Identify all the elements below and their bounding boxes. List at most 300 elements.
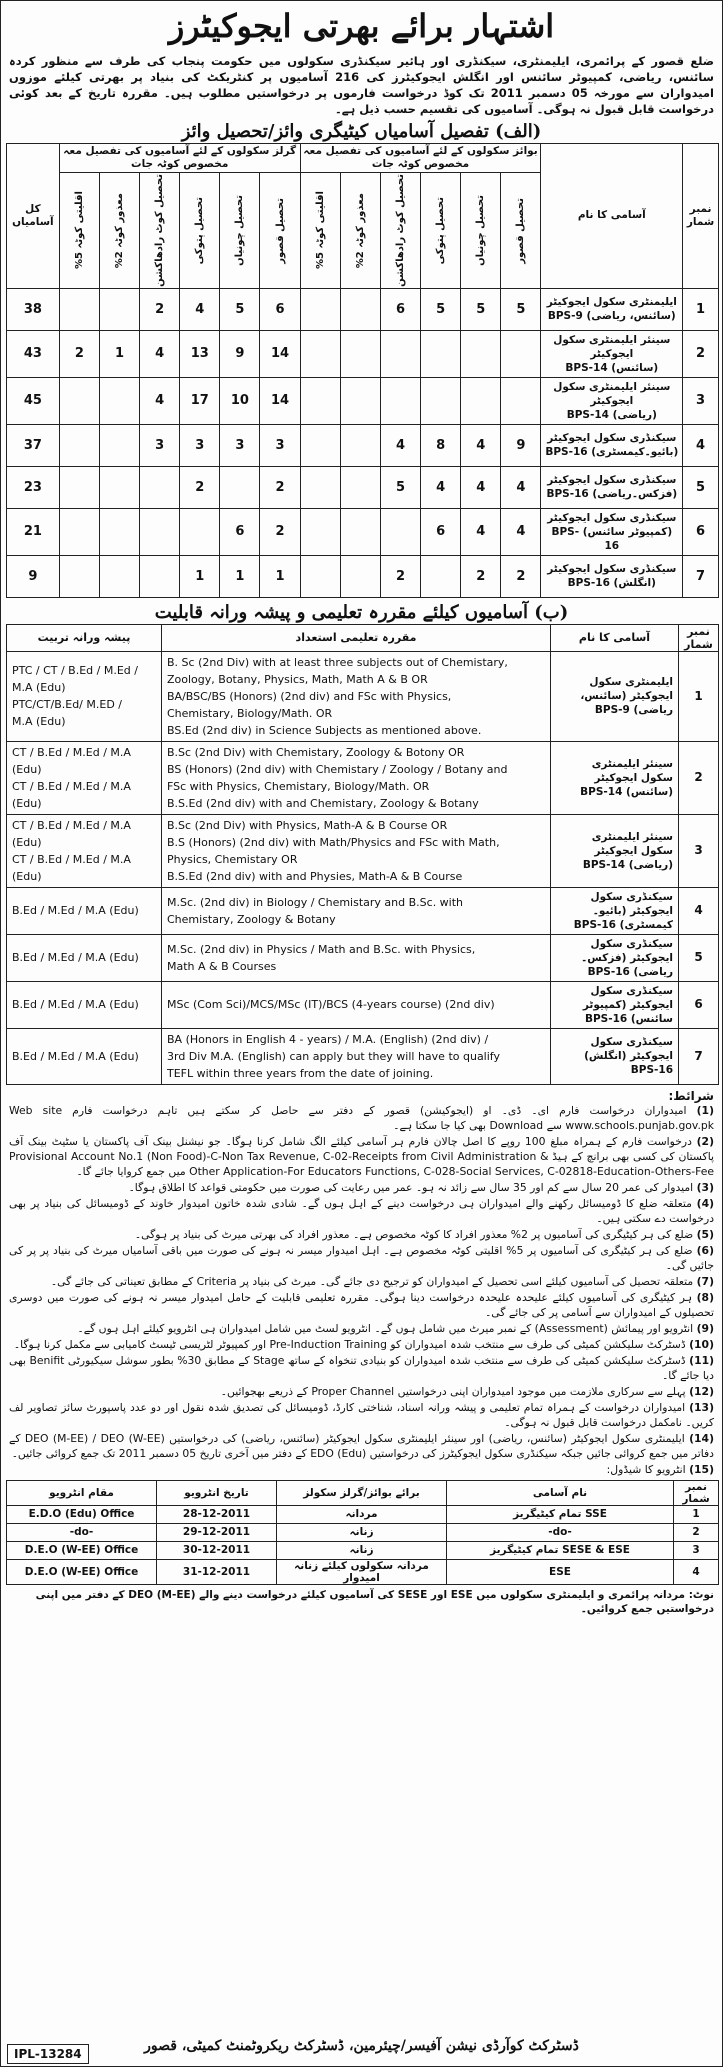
t3-header-date: تاریخ انٹرویو: [157, 1480, 277, 1505]
t1-cell-boys: [380, 508, 420, 555]
t1-subheader-label: معذور کوٹہ 2%: [113, 192, 125, 269]
t1-cell-boys: [340, 508, 380, 555]
condition-text: متعلقہ تحصیل کی آسامیوں کیلئے اسی تحصیل کے امیدواران کو ترجیح دی جائے گی۔ میرٹ کی بنیاد پر Criteria کے مطابق تعیناتی کی جائے گی۔: [50, 1274, 694, 1288]
t1-cell-boys: [421, 330, 461, 377]
t1-cell-post: [541, 555, 683, 597]
condition-number: (6): [696, 1243, 714, 1257]
t1-cell-girls: [220, 466, 260, 508]
t1-cell-girls: 4: [140, 377, 180, 424]
t1-cell-boys: [340, 288, 380, 330]
t3-cell-date: 31-12-2011: [157, 1559, 277, 1584]
t2-cell-post: سیکنڈری سکول ایجوکیٹر (بائیو۔کیمسٹری) BPS-16: [551, 887, 679, 934]
t3-cell-sr: 3: [674, 1541, 719, 1559]
section-b-heading: (ب) آسامیوں کیلئے مقررہ تعلیمی و پیشہ ورانہ قابلیت: [154, 601, 569, 623]
t1-cell-total: 21: [7, 508, 60, 555]
t1-subheader-label: اقلیتی کوٹہ 5%: [73, 191, 85, 270]
t1-cell-boys: [501, 377, 541, 424]
t2-prof-line: B.Ed / M.Ed / M.A (Edu): [12, 1049, 139, 1063]
t2-edu-line: Zoology, Botany, Physics, Math, Math A & B OR: [167, 672, 428, 686]
t1-cell-total: 43: [7, 330, 60, 377]
t1-subheader-label: اقلیتی کوٹہ 5%: [314, 191, 326, 270]
t1-subheader-girls-1: [220, 173, 260, 289]
t1-cell-girls: [99, 288, 139, 330]
t3-header-sr: نمبر شمار: [674, 1480, 719, 1505]
t1-post-line: سیکنڈری سکول ایجوکیٹر: [547, 474, 677, 487]
t1-cell-total: 37: [7, 424, 60, 466]
t3-cell-type: مردانہ: [277, 1505, 447, 1523]
intro-paragraph: ضلع قصور کے پرائمری، ایلیمنٹری، سیکنڈری اور ہائیر سیکنڈری سکولوں میں حکومت پنجاب کی طرف سے منظور کردہ سائنس، ریاضی، کمپیوٹر سائنس اور انگلش ایجوکیٹرز کی 216 آسامیوں پر کنٹریکٹ کی بنیاد پر بھرتی کیلئے موزوں امیدواران سے مورخہ 05 دسمبر 2011 تک کوڈ درخواست فارموں پر درخواستیں مطلوب ہیں۔ مقررہ تاریخ کے بعد کوئی درخواست قابل قبول نہ ہوگی۔ آسامیوں کی تقسیم حسب ذیل ہے۔: [9, 54, 714, 116]
t2-edu-line: B.S.Ed (2nd div) with and Chemistary, Zoology & Botany: [167, 796, 479, 810]
t1-header-girls: گرلز سکولوں کے لئے آسامیوں کی تفصیل معہ مخصوص کوٹہ جات: [59, 144, 300, 173]
condition-text: امیدواران درخواست فارم ای۔ ڈی۔ او (ایجوکیشن) قصور کے دفتر سے حاصل کر سکتے ہیں تاہم درخواست فارم Web site www.schools.punjab.gov.pk سے Download بھی کیا جا سکتا ہے۔: [9, 1103, 714, 1132]
condition-item: [9, 1400, 714, 1430]
t2-prof-line: CT / B.Ed / M.Ed / M.A (Edu): [12, 745, 131, 776]
t1-cell-boys: [380, 330, 420, 377]
conditions-heading: شرائط:: [668, 1088, 714, 1103]
t2-cell-prof: [7, 981, 162, 1028]
t3-header-post: نام آسامی: [447, 1480, 674, 1505]
t1-cell-boys: [461, 377, 501, 424]
ipl-number: IPL-13284: [7, 2044, 89, 2064]
t1-cell-boys: [421, 555, 461, 597]
t1-subheader-label: تحصیل پتوکی: [194, 196, 206, 265]
table-row: [7, 1505, 719, 1523]
t1-cell-boys: 5: [501, 288, 541, 330]
condition-text: درخواست فارم کے ہمراہ مبلغ 100 روپے کا اصل چالان فارم ہر آسامی کیلئے الگ شامل کرنا ہوگا۔ جو نیشنل بینک آف پاکستان یا سٹیٹ بینک آف پاکستان کی کسی بھی برانچ کے ہیڈ Provisional Account No.1 (Non Food)-C-Non Tax Revenue, C-02-Receipts from Civil Administration & Other Application-For Educators Functions, C-028-Social Services, C-02818-Education-Others-Fee میں جمع کروایا جائے گا۔: [9, 1134, 714, 1178]
condition-number: (12): [689, 1384, 714, 1398]
condition-item: [9, 1180, 714, 1195]
t2-prof-line: PTC / CT / B.Ed / M.Ed /: [12, 664, 138, 678]
t2-prof-line: PTC/CT/B.Ed/ M.ED /: [12, 698, 122, 712]
t2-edu-line: 3rd Div M.A. (English) can apply but they will have to qualify: [167, 1049, 500, 1063]
t2-edu-line: Chemistary, Biology/Math. OR: [167, 706, 333, 720]
t2-prof-line: CT / B.Ed / M.Ed / M.A (Edu): [12, 779, 131, 810]
condition-text: امیدواران درخواست کے ہمراہ تمام تعلیمی و پیشہ ورانہ اسناد، شناختی کارڈ، ڈومیسائل کی تصدیق شدہ نقول اور دو عدد پاسپورٹ سائز تصاویر لف کریں۔ نامکمل درخواست قابل قبول نہ ہوگی۔: [9, 1400, 714, 1429]
table-row: [7, 1523, 719, 1541]
t2-prof-line: M.A (Edu): [12, 715, 66, 729]
section-a-heading: (الف) تفصیل آسامیاں کیٹیگری وائز/تحصیل وائز: [181, 121, 542, 142]
table-row: [7, 981, 719, 1028]
table-row: [7, 887, 719, 934]
t2-cell-edu: [162, 741, 551, 814]
condition-text: انٹرویو اور پیمائش (Assessment) کے نمبر میرٹ میں شامل ہوں گے۔ انٹرویو لسٹ میں شامل امیدواران ہی انٹرویو کیلئے اہل ہوں گے۔: [77, 1321, 694, 1335]
t2-cell-post: سیکنڈری سکول ایجوکیٹر (فزکس۔ریاضی) BPS-16: [551, 934, 679, 981]
condition-text: ڈسٹرکٹ سلیکشن کمیٹی کی طرف سے منتخب شدہ امیدواران کو Pre-Induction Training اور کمپیوٹر لٹریسی ٹیسٹ کامیابی سے مکمل کرنا ہوگا۔: [13, 1337, 686, 1351]
t1-cell-girls: 6: [260, 288, 300, 330]
t1-cell-girls: 4: [140, 330, 180, 377]
t3-cell-type: مردانہ سکولوں کیلئے زنانہ امیدوار: [277, 1559, 447, 1584]
t2-edu-line: FSc with Physics, Chemistary, Biology/Math. OR: [167, 779, 430, 793]
t1-cell-total: 23: [7, 466, 60, 508]
t1-cell-post: [541, 466, 683, 508]
t1-cell-girls: 1: [180, 555, 220, 597]
t2-cell-post: سیکنڈری سکول ایجوکیٹر (انگلش) BPS-16: [551, 1028, 679, 1084]
t1-cell-girls: 2: [140, 288, 180, 330]
t2-edu-line: BS (Honors) (2nd div) with Chemistary / Zoology / Botany and: [167, 762, 508, 776]
t1-subheader-label: تحصیل پتوکی: [435, 196, 447, 265]
t1-cell-total: 9: [7, 555, 60, 597]
t2-edu-line: B.Sc (2nd Div) with Chemistary, Zoology & Botony OR: [167, 745, 465, 759]
t2-cell-sr: 4: [679, 887, 719, 934]
table-row: [7, 330, 719, 377]
t1-cell-boys: 4: [461, 508, 501, 555]
t2-cell-prof: [7, 1028, 162, 1084]
t1-header-sr: نمبر شمار: [683, 144, 719, 289]
t2-cell-sr: 5: [679, 934, 719, 981]
t1-cell-girls: 2: [260, 466, 300, 508]
posts-distribution-table: [6, 143, 719, 598]
t1-cell-post: [541, 330, 683, 377]
t2-header-edu: مقررہ تعلیمی استعداد: [162, 624, 551, 651]
condition-text: پہلے سے سرکاری ملازمت میں موجود امیدواران اپنی درخواستیں Proper Channel کے ذریعے بھجوائیں۔: [220, 1384, 686, 1398]
t3-cell-type: زنانہ: [277, 1523, 447, 1541]
t3-cell-date: 29-12-2011: [157, 1523, 277, 1541]
t2-cell-edu: [162, 981, 551, 1028]
t2-cell-sr: 3: [679, 814, 719, 887]
t1-cell-girls: 14: [260, 377, 300, 424]
t1-subheader-girls-0: [260, 173, 300, 289]
t3-cell-sr: 4: [674, 1559, 719, 1584]
t2-prof-line: B.Ed / M.Ed / M.A (Edu): [12, 904, 139, 918]
t1-cell-girls: 4: [180, 288, 220, 330]
t2-cell-sr: 7: [679, 1028, 719, 1084]
t1-cell-post: [541, 508, 683, 555]
t2-cell-prof: [7, 934, 162, 981]
condition-number: (10): [689, 1337, 714, 1351]
condition-number: (13): [689, 1400, 715, 1414]
condition-text: ڈسٹرکٹ سلیکشن کمیٹی کی طرف سے منتخب شدہ امیدواران کو بنیادی تنخواہ کے ساتھ Stage کے مطابق 30% بطور سوشل سیکیورٹی Benifit بھی دیا جائے گا۔: [9, 1353, 714, 1382]
t1-subheader-label: تحصیل قصور: [274, 197, 286, 264]
t1-cell-boys: [300, 330, 340, 377]
t1-cell-girls: 2: [59, 330, 99, 377]
condition-number: (5): [696, 1227, 714, 1241]
t1-subheader-boys-2: [421, 173, 461, 289]
t1-cell-girls: 13: [180, 330, 220, 377]
t1-cell-girls: 1: [260, 555, 300, 597]
t1-cell-girls: 1: [220, 555, 260, 597]
condition-text: انٹرویو کا شیڈول:: [606, 1462, 686, 1476]
t1-cell-sr: 6: [683, 508, 719, 555]
condition-item: [9, 1321, 714, 1336]
table-row: [7, 1559, 719, 1584]
condition-text: متعلقہ ضلع کا ڈومیسائل رکھنے والے امیدواران ہی درخواست دینے کے اہل ہوں گے۔ شادی شدہ خاتون امیدوار خاوند کے ڈومیسائل کی بنیاد پر بھی درخواست دے سکتی ہیں۔: [9, 1196, 714, 1225]
condition-item: [9, 1431, 714, 1461]
footer-signature: ڈسٹرکٹ کوآرڈی نیشن آفیسر/چیئرمین، ڈسٹرکٹ ریکروٹمنٹ کمیٹی، قصور: [144, 2038, 579, 2054]
t2-edu-line: B.S.Ed (2nd div) with and Physies, Math-A & B Course: [167, 869, 463, 883]
t3-cell-place: -do-: [7, 1523, 157, 1541]
t1-cell-boys: 4: [461, 466, 501, 508]
t2-edu-line: M.Sc. (2nd div) in Biology / Chemistary and B.Sc. with: [167, 895, 464, 909]
t1-cell-boys: [340, 555, 380, 597]
t1-cell-boys: [300, 555, 340, 597]
t1-cell-boys: [300, 377, 340, 424]
t2-edu-line: BS.Ed (2nd div) in Science Subjects as mentioned above.: [167, 723, 482, 737]
table-row: [7, 934, 719, 981]
condition-item: [9, 1196, 714, 1226]
t1-cell-girls: 3: [260, 424, 300, 466]
t1-post-line: سینئر ایلیمنٹری سکول ایجوکیٹر: [553, 333, 671, 360]
t3-cell-sr: 1: [674, 1505, 719, 1523]
t3-cell-post: SESE & ESE تمام کیٹیگریز: [447, 1541, 674, 1559]
t2-edu-line: Math A & B Courses: [167, 959, 277, 973]
table-row: [7, 288, 719, 330]
t1-cell-boys: [340, 330, 380, 377]
t1-subheader-boys-5: [300, 173, 340, 289]
t2-edu-line: B. Sc (2nd Div) with at least three subjects out of Chemistary,: [167, 655, 508, 669]
t2-header-sr: نمبر شمار: [679, 624, 719, 651]
table-row: [7, 651, 719, 741]
t1-cell-girls: 17: [180, 377, 220, 424]
t1-post-line: سینئر ایلیمنٹری سکول ایجوکیٹر: [553, 380, 671, 407]
table-row: [7, 555, 719, 597]
t1-cell-girls: [140, 508, 180, 555]
t1-cell-girls: 3: [140, 424, 180, 466]
table-row: [7, 814, 719, 887]
t2-edu-line: Physics, Chemistary OR: [167, 852, 298, 866]
t1-cell-girls: 9: [220, 330, 260, 377]
t2-cell-edu: [162, 651, 551, 741]
t1-subheader-label: معذور کوٹہ 2%: [354, 192, 366, 269]
condition-number: (2): [696, 1134, 714, 1148]
t1-cell-girls: [99, 377, 139, 424]
conditions-list: [1, 1103, 722, 1477]
condition-item: [9, 1384, 714, 1399]
condition-item: [9, 1462, 714, 1477]
t2-edu-line: Chemistary, Zoology & Botany: [167, 912, 336, 926]
condition-text: امیدوار کی عمر 20 سال سے کم اور 35 سال سے زائد نہ ہو۔ عمر میں رعایت کی صورت میں حکومتی قواعد کا اطلاق ہوگا۔: [128, 1180, 694, 1194]
t2-cell-sr: 1: [679, 651, 719, 741]
condition-number: (9): [696, 1321, 714, 1335]
t2-edu-line: TEFL within three years from the date of joining.: [167, 1066, 434, 1080]
t2-cell-sr: 6: [679, 981, 719, 1028]
t1-cell-post: [541, 288, 683, 330]
t1-post-line: سیکنڈری سکول ایجوکیٹر: [547, 511, 677, 524]
t1-cell-boys: 4: [501, 508, 541, 555]
t1-header-post: آسامی کا نام: [541, 144, 683, 289]
t3-cell-post: -do-: [447, 1523, 674, 1541]
interview-schedule-table: [6, 1480, 719, 1585]
condition-text: ضلع کی ہر کیٹیگری کی آسامیوں پر 5% اقلیتی کوٹہ مخصوص ہے۔ اہل امیدوار میسر نہ ہونے کی صورت میں باقی آسامیاں میرٹ کی بنیاد پر پر کی جائیں گی۔: [9, 1243, 714, 1272]
condition-number: (8): [696, 1290, 714, 1304]
t1-subheader-girls-5: [59, 173, 99, 289]
table-row: [7, 1541, 719, 1559]
t1-cell-girls: [59, 466, 99, 508]
t1-post-line: سیکنڈری سکول ایجوکیٹر: [547, 563, 677, 576]
t2-cell-edu: [162, 934, 551, 981]
t1-cell-girls: [180, 508, 220, 555]
qualification-table: [6, 624, 719, 1085]
t1-cell-girls: [59, 555, 99, 597]
t1-cell-boys: 2: [380, 555, 420, 597]
table-row: [7, 741, 719, 814]
t1-cell-boys: 5: [380, 466, 420, 508]
t1-cell-total: 38: [7, 288, 60, 330]
t1-cell-boys: [380, 377, 420, 424]
t1-header-total: کل آسامیاں: [7, 144, 60, 289]
t1-cell-boys: [421, 377, 461, 424]
t1-cell-girls: [59, 424, 99, 466]
condition-number: (4): [696, 1196, 715, 1210]
t1-cell-girls: [99, 424, 139, 466]
page-title: اشتہار برائے بھرتی ایجوکیٹرز: [168, 7, 555, 45]
t2-prof-line: B.Ed / M.Ed / M.A (Edu): [12, 951, 139, 965]
table-row: [7, 424, 719, 466]
t2-cell-prof: [7, 651, 162, 741]
t2-prof-line: CT / B.Ed / M.Ed / M.A (Edu): [12, 852, 131, 883]
condition-text: ایلیمنٹری سکول ایجوکیٹر (سائنس، ریاضی) اور سینئر ایلیمنٹری سکول ایجوکیٹر (سائنس، ریاضی) کی درخواستیں DEO (M-EE) / DEO (W-EE) کے دفاتر میں جمع کروائی جائیں جبکہ سیکنڈری سکول ایجوکیٹرز کی درخواستیں EDO (Edu) کے دفتر میں آخری تاریخ 05 دسمبر 2011 تک جمع کروائی جائیں۔: [9, 1431, 714, 1460]
t1-cell-girls: 3: [180, 424, 220, 466]
condition-text: ہر کیٹیگری کی آسامیوں کیلئے علیحدہ علیحدہ درخواست دینا ہوگی۔ مقررہ تعلیمی قابلیت کے حامل امیدوار میسر نہ ہونے کی صورت میں دوسری تحصیلوں کے امیدواران سے آسامی پر کی جائے گی۔: [9, 1290, 714, 1319]
t1-post-line: (ریاضی) BPS-14: [566, 408, 657, 421]
t2-cell-post: سینئر ایلیمنٹری سکول ایجوکیٹر (سائنس) BPS-14: [551, 741, 679, 814]
condition-number: (7): [696, 1274, 714, 1288]
t1-cell-boys: 2: [501, 555, 541, 597]
t1-cell-girls: [99, 466, 139, 508]
condition-item: [9, 1290, 714, 1320]
t3-cell-date: 28-12-2011: [157, 1505, 277, 1523]
condition-number: (14): [689, 1431, 714, 1445]
t1-cell-boys: 6: [380, 288, 420, 330]
t1-cell-total: 45: [7, 377, 60, 424]
t1-cell-boys: 4: [380, 424, 420, 466]
t3-header-type: برائے بوائز/گرلز سکولز: [277, 1480, 447, 1505]
t1-cell-boys: 9: [501, 424, 541, 466]
t2-cell-post: ایلیمنٹری سکول ایجوکیٹر (سائنس، ریاضی) BPS-9: [551, 651, 679, 741]
t1-cell-girls: [59, 288, 99, 330]
t1-cell-girls: 14: [260, 330, 300, 377]
t1-cell-boys: [501, 330, 541, 377]
t1-cell-sr: 2: [683, 330, 719, 377]
t1-subheader-boys-0: [501, 173, 541, 289]
condition-item: [9, 1227, 714, 1242]
t1-cell-boys: 4: [501, 466, 541, 508]
t1-subheader-girls-2: [180, 173, 220, 289]
t2-prof-line: B.Ed / M.Ed / M.A (Edu): [12, 998, 139, 1012]
t2-cell-sr: 2: [679, 741, 719, 814]
t1-cell-girls: 6: [220, 508, 260, 555]
t1-subheader-label: تحصیل کوٹ رادھاکشن: [154, 174, 166, 287]
t2-cell-prof: [7, 887, 162, 934]
condition-number: (15): [689, 1462, 714, 1476]
t1-subheader-label: تحصیل چونیاں: [234, 195, 246, 266]
t1-subheader-boys-1: [461, 173, 501, 289]
t1-cell-sr: 1: [683, 288, 719, 330]
condition-item: [9, 1353, 714, 1383]
t1-cell-boys: 4: [421, 466, 461, 508]
t1-cell-boys: [461, 330, 501, 377]
table-row: [7, 377, 719, 424]
t2-cell-edu: [162, 887, 551, 934]
t3-header-place: مقام انٹرویو: [7, 1480, 157, 1505]
t1-subheader-label: تحصیل قصور: [515, 197, 527, 264]
t1-post-line: (انگلش) BPS-16: [567, 577, 656, 590]
t1-post-line: (سائنس، ریاضی) BPS-9: [547, 310, 676, 323]
t1-post-line: (سائنس) BPS-14: [565, 361, 659, 374]
t2-header-prof: پیشہ ورانہ تربیت: [7, 624, 162, 651]
t2-cell-prof: [7, 741, 162, 814]
t1-subheader-girls-3: [140, 173, 180, 289]
t2-cell-edu: [162, 814, 551, 887]
t1-cell-boys: 4: [461, 424, 501, 466]
t1-post-line: سیکنڈری سکول ایجوکیٹر: [547, 432, 677, 445]
t1-cell-girls: 2: [260, 508, 300, 555]
t3-cell-post: ESE: [447, 1559, 674, 1584]
t2-prof-line: CT / B.Ed / M.Ed / M.A (Edu): [12, 818, 131, 849]
condition-text: ضلع کی ہر کیٹیگری کی آسامیوں پر 2% معذور افراد کا کوٹہ مخصوص ہے۔ معذور افراد کی بھرتی میرٹ کی بنیاد پر ہوگی۔: [134, 1227, 694, 1241]
condition-item: [9, 1337, 714, 1352]
t1-cell-sr: 4: [683, 424, 719, 466]
t1-cell-girls: 3: [220, 424, 260, 466]
t1-subheader-boys-3: [380, 173, 420, 289]
t2-cell-post: سیکنڈری سکول ایجوکیٹر (کمپیوٹر سائنس) BPS-16: [551, 981, 679, 1028]
t1-cell-boys: 5: [461, 288, 501, 330]
t1-cell-sr: 5: [683, 466, 719, 508]
t2-edu-line: BA (Honors in English 4 - years) / M.A. (English) (2nd div) /: [167, 1032, 489, 1046]
t1-post-line: (فزکس۔ریاضی) BPS-16: [546, 488, 678, 501]
t2-edu-line: B.Sc (2nd Div) with Physics, Math-A & B Course OR: [167, 818, 448, 832]
t1-cell-girls: [59, 508, 99, 555]
condition-number: (1): [696, 1103, 714, 1117]
t3-cell-type: زنانہ: [277, 1541, 447, 1559]
t2-edu-line: MSc (Com Sci)/MCS/MSc (IT)/BCS (4-years course) (2nd div): [167, 998, 495, 1012]
condition-number: (11): [689, 1353, 715, 1367]
t2-edu-line: B.S (Honors) (2nd div) with Math/Physics and FSc with Math,: [167, 835, 500, 849]
condition-item: [9, 1243, 714, 1273]
note-text: نوٹ: مردانہ پرائمری و ایلیمنٹری سکولوں میں ESE اور SESE کی آسامیوں کیلئے درخواست دینے والے DEO (M-EE) کے دفتر میں اپنی درخواستیں جمع کروائیں۔: [35, 1588, 714, 1615]
t1-cell-boys: [300, 424, 340, 466]
condition-item: [9, 1103, 714, 1133]
t1-cell-girls: [59, 377, 99, 424]
t1-cell-boys: [340, 377, 380, 424]
t1-cell-boys: [340, 424, 380, 466]
t1-cell-girls: 2: [180, 466, 220, 508]
t3-cell-sr: 2: [674, 1523, 719, 1541]
condition-number: (3): [696, 1180, 714, 1194]
table-row: [7, 1028, 719, 1084]
t1-cell-post: [541, 424, 683, 466]
condition-item: [9, 1134, 714, 1179]
t1-cell-sr: 3: [683, 377, 719, 424]
t3-cell-post: SSE تمام کیٹیگریز: [447, 1505, 674, 1523]
t1-post-line: ایلیمنٹری سکول ایجوکیٹر: [546, 296, 677, 309]
t1-subheader-label: تحصیل کوٹ رادھاکشن: [394, 174, 406, 287]
t1-post-line: (بائیو۔کیمسٹری) BPS-16: [545, 446, 679, 459]
t1-header-boys: بوائز سکولوں کے لئے آسامیوں کی تفصیل معہ مخصوص کوٹہ جات: [300, 144, 541, 173]
t2-prof-line: M.A (Edu): [12, 681, 66, 695]
t2-edu-line: BA/BSC/BS (Honors) (2nd div) and FSc with Physics,: [167, 689, 452, 703]
t1-cell-sr: 7: [683, 555, 719, 597]
t1-cell-girls: 1: [99, 330, 139, 377]
t1-cell-girls: [140, 466, 180, 508]
t1-cell-girls: 10: [220, 377, 260, 424]
t1-cell-boys: [300, 288, 340, 330]
t1-cell-boys: [300, 466, 340, 508]
t1-cell-post: [541, 377, 683, 424]
t1-cell-boys: 2: [461, 555, 501, 597]
table-row: [7, 466, 719, 508]
t1-subheader-boys-4: [340, 173, 380, 289]
t1-cell-girls: [140, 555, 180, 597]
condition-item: [9, 1274, 714, 1289]
t1-cell-girls: [99, 555, 139, 597]
t3-cell-place: D.E.O (W-EE) Office: [7, 1541, 157, 1559]
t2-edu-line: M.Sc. (2nd div) in Physics / Math and B.Sc. with Physics,: [167, 942, 476, 956]
t1-subheader-label: تحصیل چونیاں: [475, 195, 487, 266]
t3-cell-place: D.E.O (W-EE) Office: [7, 1559, 157, 1584]
t1-cell-girls: [99, 508, 139, 555]
t1-subheader-girls-4: [99, 173, 139, 289]
t2-cell-post: سینئر ایلیمنٹری سکول ایجوکیٹر (ریاضی) BPS-14: [551, 814, 679, 887]
